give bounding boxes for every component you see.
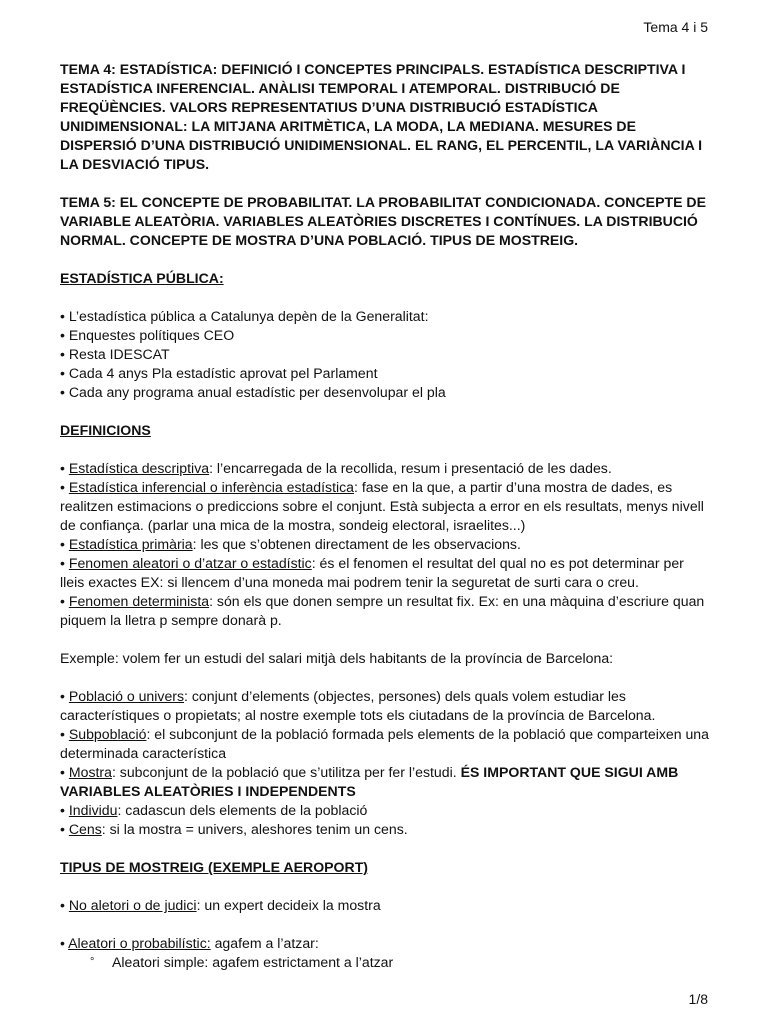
list-item <box>60 592 710 630</box>
bullet: • <box>60 460 69 476</box>
list-item: • Cada any programa anual estadístic per desenvolupar el pla <box>60 384 446 400</box>
definition: : el subconjunt de la població formada pels elements de la població que comparteixen una determinada característica <box>60 726 709 761</box>
list-item <box>60 478 710 535</box>
bullet: • <box>60 935 69 951</box>
definition: : són els que donen sempre un resultat fix. Ex: en una màquina d’escriure quan piquem la lletra p sempre donarà p. <box>60 593 705 628</box>
term: Població o univers <box>68 688 185 704</box>
definition: : les que s’obtenen directament de les observacions. <box>192 536 521 552</box>
list-item <box>60 459 710 478</box>
definition: : conjunt d’elements (objectes, persones) dels quals volem estudiar les característiques o propietats; al nostre exemple tots els ciutadans de la província de Barcelona. <box>60 688 656 723</box>
term: Estadística inferencial o inferència estadística <box>68 479 355 495</box>
term: Cens <box>68 821 102 837</box>
bullet: • <box>60 726 69 742</box>
section-heading-estadistica-publica: ESTADÍSTICA PÚBLICA: <box>60 270 224 286</box>
list-item: • Cada 4 anys Pla estadístic aprovat pel Parlament <box>60 365 378 381</box>
definition: : si la mostra = univers, aleshores tenim un cens. <box>101 821 408 837</box>
section-heading-definicions: DEFINICIONS <box>60 422 151 438</box>
term: Aleatori o probabilístic: <box>68 935 211 951</box>
degree-bullet-icon: ° <box>90 956 95 968</box>
term: Fenomen aleatori o d’atzar o estadístic <box>68 555 312 571</box>
list-item <box>60 763 710 801</box>
term: Estadística primària <box>68 536 193 552</box>
bullet: • <box>60 897 69 913</box>
definition: : cadascun dels elements de la població <box>117 802 368 818</box>
definition: agafem a l’atzar: <box>210 935 319 951</box>
emphasis: ÉS IMPORTANT QUE SIGUI AMB VARIABLES ALEATÒRIES I INDEPENDENTS <box>60 764 679 799</box>
term: Fenomen determinista <box>68 593 210 609</box>
bullet: • <box>60 593 69 609</box>
term: Individu <box>68 802 118 818</box>
bullet: • <box>60 536 69 552</box>
list-item <box>60 725 710 763</box>
sub-list-item <box>90 953 710 972</box>
tema-4-title: TEMA 4: ESTADÍSTICA: DEFINICIÓ I CONCEPTES PRINCIPALS. ESTADÍSTICA DESCRIPTIVA I ESTADÍSTICA INFERENCIAL. ANÀLISI TEMPORAL I ATEMPORAL. DISTRIBUCIÓ DE FREQÜÈNCIES. VALORS REPRESENTATIUS D’UNA DISTRIBUCIÓ ESTADÍSTICA UNIDIMENSIONAL: LA MITJANA ARITMÈTICA, LA MODA, LA MEDIANA. MESURES DE DISPERSIÓ D’UNA DISTRIBUCIÓ UNIDIMENSIONAL. EL RANG, EL PERCENTIL, LA VARIÀNCIA I LA DESVIACIÓ TIPUS. <box>60 61 703 172</box>
definition: : un expert decideix la mostra <box>196 897 381 913</box>
list-item <box>60 687 710 725</box>
conceptes-list <box>60 687 710 839</box>
list-item: • Enquestes polítiques CEO <box>60 327 235 343</box>
list-item: • L’estadística pública a Catalunya depèn de la Generalitat: <box>60 308 429 324</box>
list-item <box>60 934 710 953</box>
sub-item-text: Aleatori simple: agafem estrictament a l’atzar <box>112 954 394 970</box>
bullet: • <box>60 688 69 704</box>
term: No aletori o de judici <box>68 897 197 913</box>
bullet: • <box>60 821 69 837</box>
estadistica-publica-list <box>60 307 710 402</box>
definition: : subconjunt de la població que s’utilitza per fer l’estudi. <box>111 764 461 780</box>
list-item <box>60 820 710 839</box>
list-item <box>60 535 710 554</box>
term: Mostra <box>68 764 112 780</box>
definition: : l’encarregada de la recollida, resum i presentació de les dades. <box>209 460 612 476</box>
list-item <box>60 801 710 820</box>
bullet: • <box>60 802 69 818</box>
list-item <box>60 896 710 915</box>
list-item <box>60 554 710 592</box>
term: Subpoblació <box>68 726 147 742</box>
term: Estadística descriptiva <box>68 460 210 476</box>
document-body <box>60 60 710 972</box>
definition: : és el fenomen el resultat del qual no es pot determinar per lleis exactes EX: si llencem d’una moneda mai podrem tenir la seguretat de surti cara o creu. <box>60 555 684 590</box>
definicions-list <box>60 459 710 630</box>
bullet: • <box>60 555 69 571</box>
list-item: • Resta IDESCAT <box>60 346 170 362</box>
bullet: • <box>60 764 69 780</box>
bullet: • <box>60 479 69 495</box>
section-heading-tipus-mostreig: TIPUS DE MOSTREIG (EXEMPLE AEROPORT) <box>60 859 368 875</box>
tema-5-title: TEMA 5: EL CONCEPTE DE PROBABILITAT. LA PROBABILITAT CONDICIONADA. CONCEPTE DE VARIABLE ALEATÒRIA. VARIABLES ALEATÒRIES DISCRETES I CONTÍNUES. LA DISTRIBUCIÓ NORMAL. CONCEPTE DE MOSTRA D’UNA POBLACIÓ. TIPUS DE MOSTREIG. <box>60 194 706 248</box>
page-header: Tema 4 i 5 <box>643 19 708 35</box>
exemple-paragraph: Exemple: volem fer un estudi del salari mitjà dels habitants de la província de Barcelona: <box>60 650 614 666</box>
definition: : fase en la que, a partir d’una mostra de dades, es realitzen estimacions o prediccions sobre el conjunt. Està subjecta a error en els resultats, menys nivell de confiança. (parlar una mica de la mostra, sondeig electoral, israelites...) <box>60 479 704 533</box>
page-number: 1/8 <box>688 991 708 1007</box>
